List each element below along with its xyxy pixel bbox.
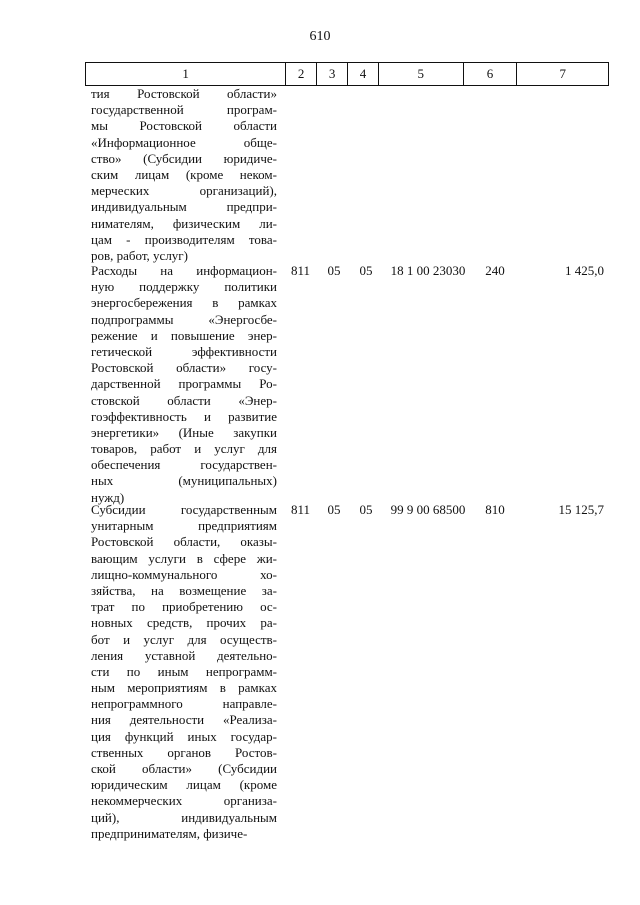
table-row-2-col-4: 05 (359, 263, 373, 278)
description-line: мерческих организаций), (91, 183, 277, 199)
description-line: лищно-коммунального хо- (91, 566, 277, 582)
description-line: нужд) (91, 489, 125, 505)
header-col-1: 1 (182, 66, 189, 81)
description-line: непрограммного направле- (91, 696, 277, 712)
table-row-2-col-3: 05 (327, 263, 341, 278)
description-line: новных средств, прочих ра- (91, 615, 277, 631)
description-line: бот и услуг для осуществ- (91, 631, 277, 647)
header-col-4: 4 (347, 63, 378, 85)
description-line: ления уставной деятельно- (91, 647, 277, 663)
description-line: подпрограммы «Энергосбе- (91, 311, 277, 327)
description-line: государственной програм- (91, 102, 277, 118)
header-col-5: 5 (378, 63, 463, 85)
description-line: стовской области «Энер- (91, 392, 277, 408)
description-line: ную поддержку политики (91, 279, 277, 295)
description-line: вающим услуги в сфере жи- (91, 550, 277, 566)
table-row-3-col-7: 15 125,7 (558, 502, 604, 517)
table-row-2-col-5: 18 1 00 23030 (390, 263, 466, 278)
description-line: нимателям, физическим ли- (91, 215, 277, 231)
description-line: некоммерческих организа- (91, 793, 277, 809)
table-row-2-col-7: 1 425,0 (565, 263, 604, 278)
header-col-3: 3 (316, 63, 347, 85)
description-line: ция функций иных государ- (91, 728, 277, 744)
description-line: юридическим лицам (кроме (91, 777, 277, 793)
description-line: ров, работ, услуг) (91, 247, 188, 263)
description-line: режение и повышение энер- (91, 327, 277, 343)
table-row-3-col-3: 05 (327, 502, 341, 517)
description-line: Ростовской области» госу- (91, 360, 277, 376)
description-line: товаров, работ и услуг для (91, 441, 277, 457)
description-line: ской области» (Субсидии (91, 761, 277, 776)
table-row-3-col-4: 05 (359, 502, 373, 517)
description-line: мы Ростовской области (91, 118, 277, 134)
description-line: Ростовской области, оказы- (91, 534, 277, 550)
table-row-3-col-5: 99 9 00 68500 (390, 502, 466, 517)
description-line: Субсидии государственным (91, 502, 277, 517)
table-header-row (85, 62, 609, 86)
description-line: ных (муниципальных) (91, 473, 277, 489)
table-row-1-description (91, 86, 277, 264)
header-col-6: 6 (463, 63, 517, 85)
description-line: ния деятельности «Реализа- (91, 712, 277, 728)
description-line: гетической эффективности (91, 343, 277, 359)
table-row-2-col-2: 811 (290, 263, 311, 278)
table-row-2-col-6: 240 (485, 263, 505, 278)
description-line: ций), индивидуальным (91, 809, 277, 825)
description-line: дарственной программы Ро- (91, 376, 277, 392)
description-line: «Информационное обще- (91, 134, 277, 150)
description-line: обеспечения государствен- (91, 457, 277, 473)
description-line: предпринимателям, физиче- (91, 825, 248, 841)
description-line: унитарным предприятиям (91, 518, 277, 534)
description-line: ственных органов Ростов- (91, 744, 277, 760)
description-line: индивидуальным предпри- (91, 199, 277, 215)
page-number: 610 (309, 29, 331, 44)
description-line: энергосбережения в рамках (91, 295, 277, 311)
description-line: энергетики» (Иные закупки (91, 424, 277, 440)
description-line: трат по приобретению ос- (91, 599, 277, 615)
description-line: ским лицам (кроме неком- (91, 166, 277, 182)
table-row-3-col-6: 810 (485, 502, 505, 517)
description-line: Расходы на информацион- (91, 263, 277, 278)
description-line: ство» (Субсидии юридиче- (91, 150, 277, 166)
description-line: ным мероприятиям в рамках (91, 680, 277, 696)
table-row-3-col-2: 811 (290, 502, 311, 517)
description-line: цам - производителям това- (91, 231, 277, 247)
description-line: тия Ростовской области» (91, 86, 277, 101)
header-col-7: 7 (516, 63, 608, 85)
description-line: зяйства, на возмещение за- (91, 582, 277, 598)
description-line: сти по иным непрограмм- (91, 663, 277, 679)
table-row-2-description (91, 263, 277, 506)
table-row-3-description (91, 502, 277, 842)
header-col-2: 2 (285, 63, 316, 85)
description-line: гоэффективность и развитие (91, 408, 277, 424)
